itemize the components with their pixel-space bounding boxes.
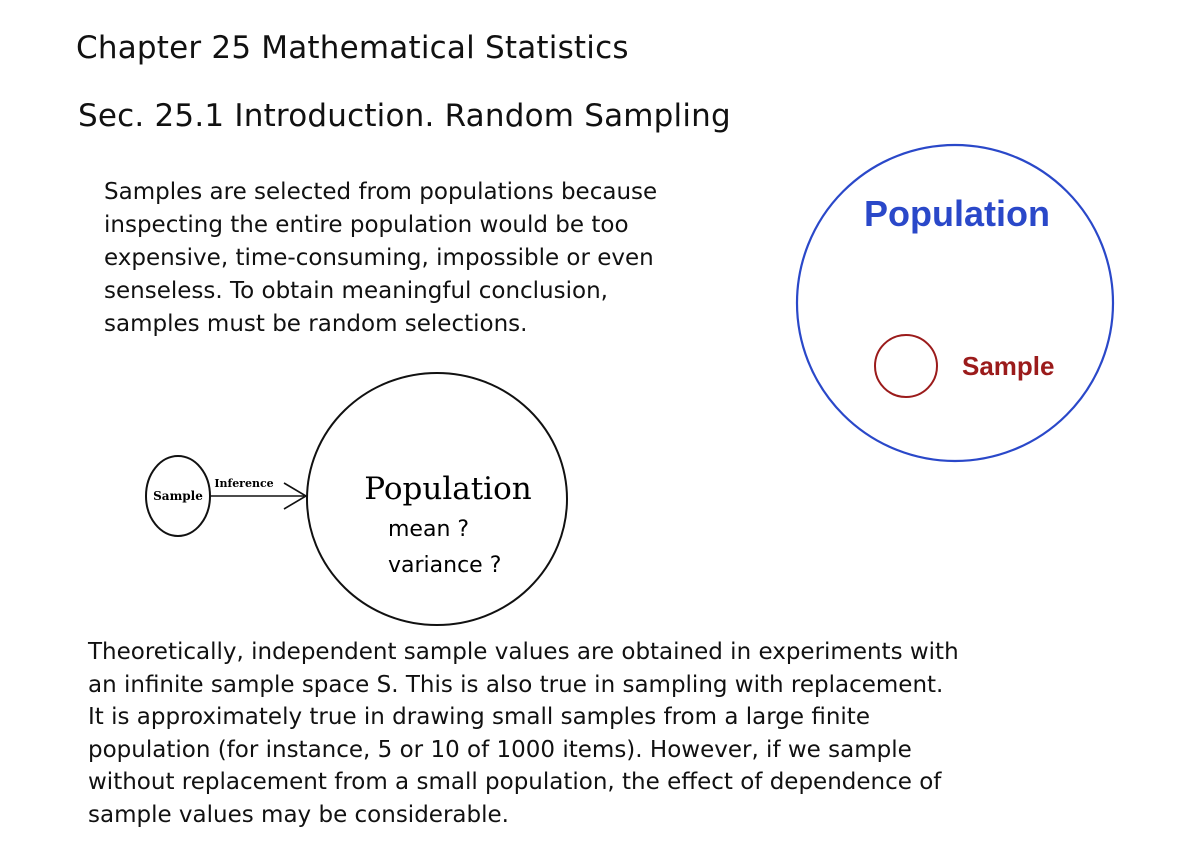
- intro-line: inspecting the entire population would be too: [104, 212, 629, 238]
- body-paragraph: [88, 636, 1148, 831]
- body-line: population (for instance, 5 or 10 of 1000 items). However, if we sample: [88, 736, 912, 763]
- population-label: Population: [864, 193, 1050, 234]
- intro-line: expensive, time-consuming, impossible or even: [104, 245, 654, 271]
- body-line: an infinite sample space S. This is also true in sampling with replacement.: [88, 671, 944, 698]
- mean-label: mean ?: [388, 517, 470, 542]
- sample-circle: [875, 335, 937, 397]
- body-line: without replacement from a small population, the effect of dependence of: [88, 769, 942, 795]
- body-line: Theoretically, independent sample values are obtained in experiments with: [88, 639, 959, 665]
- small-sample-label: Sample: [153, 489, 203, 503]
- inference-label: Inference: [214, 477, 274, 490]
- intro-line: senseless. To obtain meaningful conclusion,: [104, 278, 608, 304]
- chapter-title: Chapter 25 Mathematical Statistics: [76, 30, 629, 66]
- intro-line: samples must be random selections.: [104, 311, 528, 337]
- section-title: Sec. 25.1 Introduction. Random Sampling: [78, 98, 731, 134]
- sample-label: Sample: [962, 351, 1055, 381]
- intro-line: Samples are selected from populations because: [104, 179, 658, 205]
- body-line: It is approximately true in drawing small samples from a large finite: [88, 704, 870, 730]
- body-line: sample values may be considerable.: [88, 801, 509, 828]
- variance-label: variance ?: [388, 553, 502, 578]
- large-population-label: Population: [364, 471, 532, 507]
